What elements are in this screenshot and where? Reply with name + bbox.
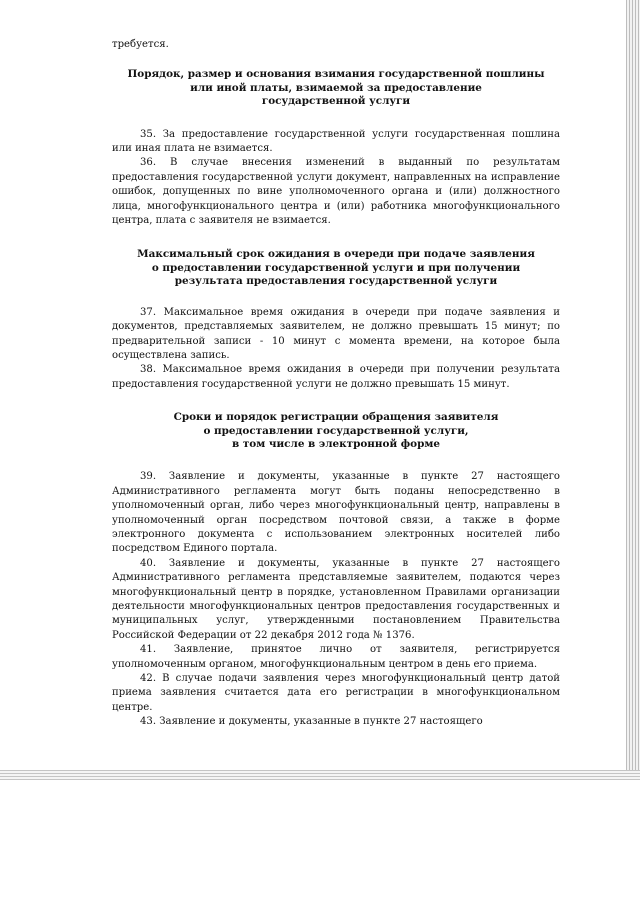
section-heading-fee: Порядок, размер и основания взимания государственной пошлины или иной платы, взимаемой за предоставление государственной услуги bbox=[127, 68, 545, 108]
continuation-text: требуется. bbox=[112, 39, 169, 50]
scan-edge-bottom bbox=[0, 770, 640, 780]
paragraph-42: 42. В случае подачи заявления через многофункциональный центр датой приема заявления считается дата его регистрации в многофункциональном центре. bbox=[112, 673, 560, 713]
section-heading-registration: Сроки и порядок регистрации обращения заявителя о предоставлении государственной услуги, в том числе в электронной форме bbox=[173, 411, 499, 450]
document-page bbox=[112, 38, 560, 730]
paragraph-37: 37. Максимальное время ожидания в очереди при подаче заявления и документов, представляемых заявителем, не должно превышать 15 минут; по предварительной записи - 10 минут с момента времени, на которое была осуществлена запись. bbox=[112, 306, 560, 361]
paragraph-38: 38. Максимальное время ожидания в очереди при получении результата предоставления государственной услуги не должно превышать 15 минут. bbox=[112, 364, 560, 390]
paragraph-36: 36. В случае внесения изменений в выданный по результатам предоставления государственной услуги документ, направленных на исправление ошибок, допущенных по вине уполномоченного органа и (или) должностного лица, многофункционального центра и (или) работника многофункционального центра, плата с заявителя не взимается. bbox=[112, 157, 560, 227]
scan-edge-right bbox=[626, 0, 640, 770]
paragraph-40: 40. Заявление и документы, указанные в пункте 27 настоящего Административного регламента представляемые заявителем, подаются через многофункциональный центр в порядке, установленном Правилами организации деятельности многофункциональных центров предоставления государственных и муниципальных услуг, утвержденными постановлением Правительства Российской Федерации от 22 декабря 2012 года № 1376. bbox=[112, 557, 560, 641]
paragraph-41: 41. Заявление, принятое лично от заявителя, регистрируется уполномоченным органом, многофункциональным центром в день его приема. bbox=[112, 644, 560, 670]
paragraph-43: 43. Заявление и документы, указанные в пункте 27 настоящего bbox=[140, 716, 483, 728]
paragraph-39: 39. Заявление и документы, указанные в пункте 27 настоящего Административного регламента могут быть поданы непосредственно в уполномоченный орган, либо через многофункциональный центр, направлены в уполномоченный орган посредством почтовой связи, а также в форме электронного документа с использованием электронных носителей либо посредством Единого портала. bbox=[112, 471, 560, 555]
paragraph-35: 35. За предоставление государственной услуги государственная пошлина или иная плата не взимается. bbox=[112, 128, 560, 155]
section-heading-queue-time: Максимальный срок ожидания в очереди при подаче заявления о предоставлении государственной услуги и при получении результата предоставления государственной услуги bbox=[137, 248, 535, 288]
